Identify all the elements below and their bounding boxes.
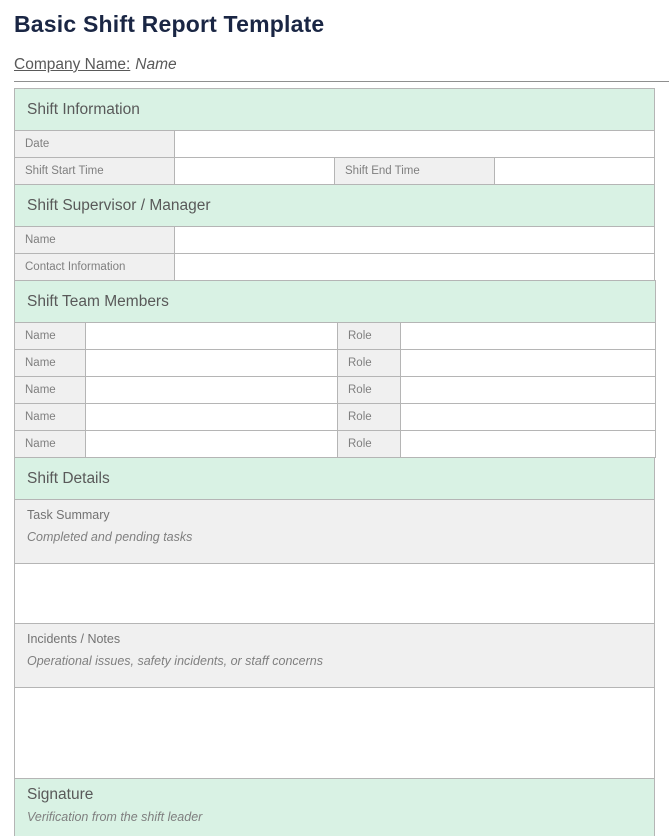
team-member-row (15, 377, 656, 404)
contact-information-input-cell[interactable] (175, 254, 655, 281)
section-header-shift-details: Shift Details (15, 458, 655, 500)
team-role-label: Role (338, 377, 401, 404)
team-name-input-cell[interactable] (86, 377, 338, 404)
incidents-notes-hint: Operational issues, safety incidents, or staff concerns (27, 654, 323, 668)
team-member-row (15, 350, 656, 377)
supervisor-name-input-cell[interactable] (175, 227, 655, 254)
company-name-value[interactable]: Name (135, 56, 177, 73)
team-role-input-cell[interactable] (401, 377, 656, 404)
team-member-row (15, 431, 656, 458)
section-header-signature (15, 779, 655, 836)
team-name-label: Name (15, 404, 86, 431)
team-role-input-cell[interactable] (401, 404, 656, 431)
date-label: Date (15, 131, 175, 158)
team-role-input-cell[interactable] (401, 350, 656, 377)
task-summary-input-area[interactable] (15, 564, 655, 624)
supervisor-table (14, 184, 655, 281)
contact-information-label: Contact Information (15, 254, 175, 281)
team-name-input-cell[interactable] (86, 431, 338, 458)
incidents-notes-label: Incidents / Notes (27, 632, 121, 646)
team-name-label: Name (15, 377, 86, 404)
shift-information-table (14, 88, 655, 185)
team-name-input-cell[interactable] (86, 350, 338, 377)
section-header-team-members: Shift Team Members (15, 281, 656, 323)
incidents-notes-input-area[interactable] (15, 688, 655, 779)
team-role-input-cell[interactable] (401, 431, 656, 458)
shift-details-table (14, 457, 655, 779)
team-role-label: Role (338, 350, 401, 377)
team-members-table (14, 280, 656, 458)
company-name-label: Company Name: (14, 56, 131, 73)
team-name-label: Name (15, 323, 86, 350)
signature-hint: Verification from the shift leader (27, 810, 203, 824)
team-role-label: Role (338, 404, 401, 431)
task-summary-header (15, 500, 655, 564)
team-name-input-cell[interactable] (86, 323, 338, 350)
shift-end-time-input-cell[interactable] (495, 158, 655, 185)
shift-start-time-input-cell[interactable] (175, 158, 335, 185)
signature-table (14, 778, 655, 836)
team-role-input-cell[interactable] (401, 323, 656, 350)
supervisor-name-label: Name (15, 227, 175, 254)
team-name-label: Name (15, 431, 86, 458)
signature-label: Signature (27, 786, 94, 803)
team-name-label: Name (15, 350, 86, 377)
team-member-row (15, 323, 656, 350)
section-header-shift-information: Shift Information (15, 89, 655, 131)
company-name-line (14, 55, 669, 82)
section-header-supervisor: Shift Supervisor / Manager (15, 185, 655, 227)
incidents-notes-header (15, 624, 655, 688)
team-member-row (15, 404, 656, 431)
team-role-label: Role (338, 431, 401, 458)
task-summary-hint: Completed and pending tasks (27, 530, 193, 544)
task-summary-label: Task Summary (27, 508, 110, 522)
date-input-cell[interactable] (175, 131, 655, 158)
shift-end-time-label: Shift End Time (335, 158, 495, 185)
team-role-label: Role (338, 323, 401, 350)
shift-start-time-label: Shift Start Time (15, 158, 175, 185)
page-title: Basic Shift Report Template (14, 11, 325, 37)
team-name-input-cell[interactable] (86, 404, 338, 431)
